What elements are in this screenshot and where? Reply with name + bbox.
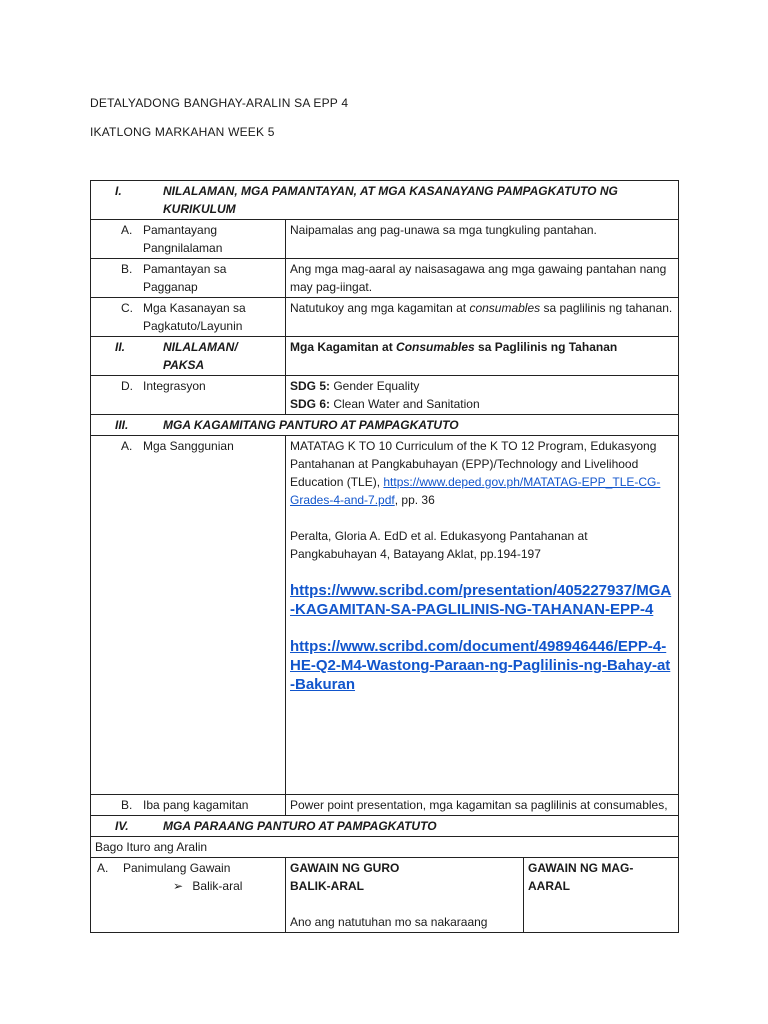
reference-text: , pp. 36: [394, 493, 435, 507]
section-row: [91, 415, 679, 436]
section-row: [91, 816, 679, 837]
table-row: [91, 436, 679, 795]
table-row: [91, 837, 679, 858]
content-text: sa paglilinis ng tahanan.: [540, 301, 673, 315]
row-label-cell: [91, 259, 286, 298]
section-cell: [91, 181, 679, 220]
row-letter: A.: [97, 861, 109, 875]
row-label-cell: [91, 220, 286, 259]
section-number: I.: [115, 184, 122, 198]
teacher-activity-subheading: BALIK-ARAL: [290, 879, 364, 893]
sdg-label: SDG 6:: [290, 397, 331, 411]
sdg-label: SDG 5:: [290, 379, 331, 393]
row-content: [286, 298, 679, 337]
section-title: MGA PARAANG PANTURO AT PAMPAGKATUTO: [163, 819, 437, 833]
reference-text: MATATAG K TO 10 Curriculum of the K TO 12 Program, Edukasyong Pantahanan at Pangkabuhayan (EPP)/Technology and Livelihood Education (TLE),: [290, 439, 657, 489]
section-content: [286, 337, 679, 376]
row-label: Pamantayang Pangnilalaman: [143, 223, 223, 255]
row-label-cell: [91, 795, 286, 816]
row-content: [286, 376, 679, 415]
content-emphasis: Consumables: [396, 340, 475, 354]
reference-2: Peralta, Gloria A. EdD et al. Edukasyong Pantahanan at Pangkabuhayan 4, Batayang Aklat, pp.194-197: [290, 529, 588, 561]
content-emphasis: consumables: [469, 301, 541, 315]
section-row: [91, 337, 679, 376]
row-label: Pamantayan sa Pagganap: [143, 262, 227, 294]
arrow-bullet-icon: ➢: [173, 879, 184, 893]
reference-link[interactable]: https://www.deped.gov.ph/MATATAG-EPP_TLE-CG-Grades-4-and-7.pdf: [290, 475, 661, 507]
row-label: Integrasyon: [143, 379, 206, 393]
row-letter: B.: [121, 262, 133, 276]
scribd-link-2[interactable]: https://www.scribd.com/document/498946446/EPP-4-HE-Q2-M4-Wastong-Paraan-ng-Paglilinis-ng-Bahay-at-Bakuran: [290, 638, 671, 693]
section-number: IV.: [115, 819, 129, 833]
table-row: [91, 858, 679, 933]
teacher-activity-text: Ano ang natutuhan mo sa nakaraang: [290, 915, 488, 929]
subsection-cell: Bago Ituro ang Aralin: [91, 837, 679, 858]
row-letter: C.: [121, 301, 133, 315]
section-number: III.: [115, 418, 129, 432]
sdg-text: Clean Water and Sanitation: [330, 397, 480, 411]
row-label-cell: [91, 298, 286, 337]
row-letter: D.: [121, 379, 133, 393]
document-subtitle: IKATLONG MARKAHAN WEEK 5: [90, 125, 275, 139]
section-cell: [91, 337, 286, 376]
table-row: [91, 298, 679, 337]
teacher-activity-cell: [286, 858, 524, 933]
teacher-activity-heading: GAWAIN NG GURO: [290, 861, 400, 875]
row-label: Iba pang kagamitan: [143, 798, 249, 812]
row-label: Mga Sanggunian: [143, 439, 234, 453]
row-letter: A.: [121, 223, 133, 237]
section-title: MGA KAGAMITANG PANTURO AT PAMPAGKATUTO: [163, 418, 459, 432]
table-row: [91, 259, 679, 298]
section-cell: [91, 415, 679, 436]
sdg-text: Gender Equality: [330, 379, 420, 393]
row-letter: B.: [121, 798, 133, 812]
content-text: Mga Kagamitan at: [290, 340, 397, 354]
row-label-cell: [91, 376, 286, 415]
section-title: NILALAMAN/ PAKSA: [163, 340, 238, 372]
reference-1: [290, 437, 674, 509]
scribd-link-1[interactable]: https://www.scribd.com/presentation/405227937/MGA-KAGAMITAN-SA-PAGLILINIS-NG-TAHANAN-EPP-4: [290, 582, 672, 618]
references-cell: [286, 436, 679, 795]
bullet-label: Balik-aral: [192, 879, 243, 893]
row-label: Panimulang Gawain: [123, 861, 231, 875]
row-label: Mga Kasanayan sa Pagkatuto/Layunin: [143, 301, 246, 333]
student-activity-cell: [524, 858, 679, 933]
section-number: II.: [115, 340, 126, 354]
section-title: NILALAMAN, MGA PAMANTAYAN, AT MGA KASANAYANG PAMPAGKATUTO NG KURIKULUM: [163, 184, 618, 216]
section-row: [91, 181, 679, 220]
row-letter: A.: [121, 439, 133, 453]
row-label-cell: [91, 858, 286, 933]
content-text: Natutukoy ang mga kagamitan at: [290, 301, 470, 315]
section-cell: [91, 816, 679, 837]
lesson-plan-table: [90, 180, 679, 933]
row-label-cell: [91, 436, 286, 795]
student-activity-heading: GAWAIN NG MAG-AARAL: [528, 861, 634, 893]
table-row: [91, 220, 679, 259]
row-content: Naipamalas ang pag-unawa sa mga tungkuling pantahan.: [286, 220, 679, 259]
row-content: Ang mga mag-aaral ay naisasagawa ang mga gawaing pantahan nang may pag-iingat.: [286, 259, 679, 298]
document-title: DETALYADONG BANGHAY-ARALIN SA EPP 4: [90, 96, 349, 110]
row-content: Power point presentation, mga kagamitan sa paglilinis at consumables,: [286, 795, 679, 816]
table-row: [91, 376, 679, 415]
content-text: sa Paglilinis ng Tahanan: [474, 340, 618, 354]
table-row: [91, 795, 679, 816]
